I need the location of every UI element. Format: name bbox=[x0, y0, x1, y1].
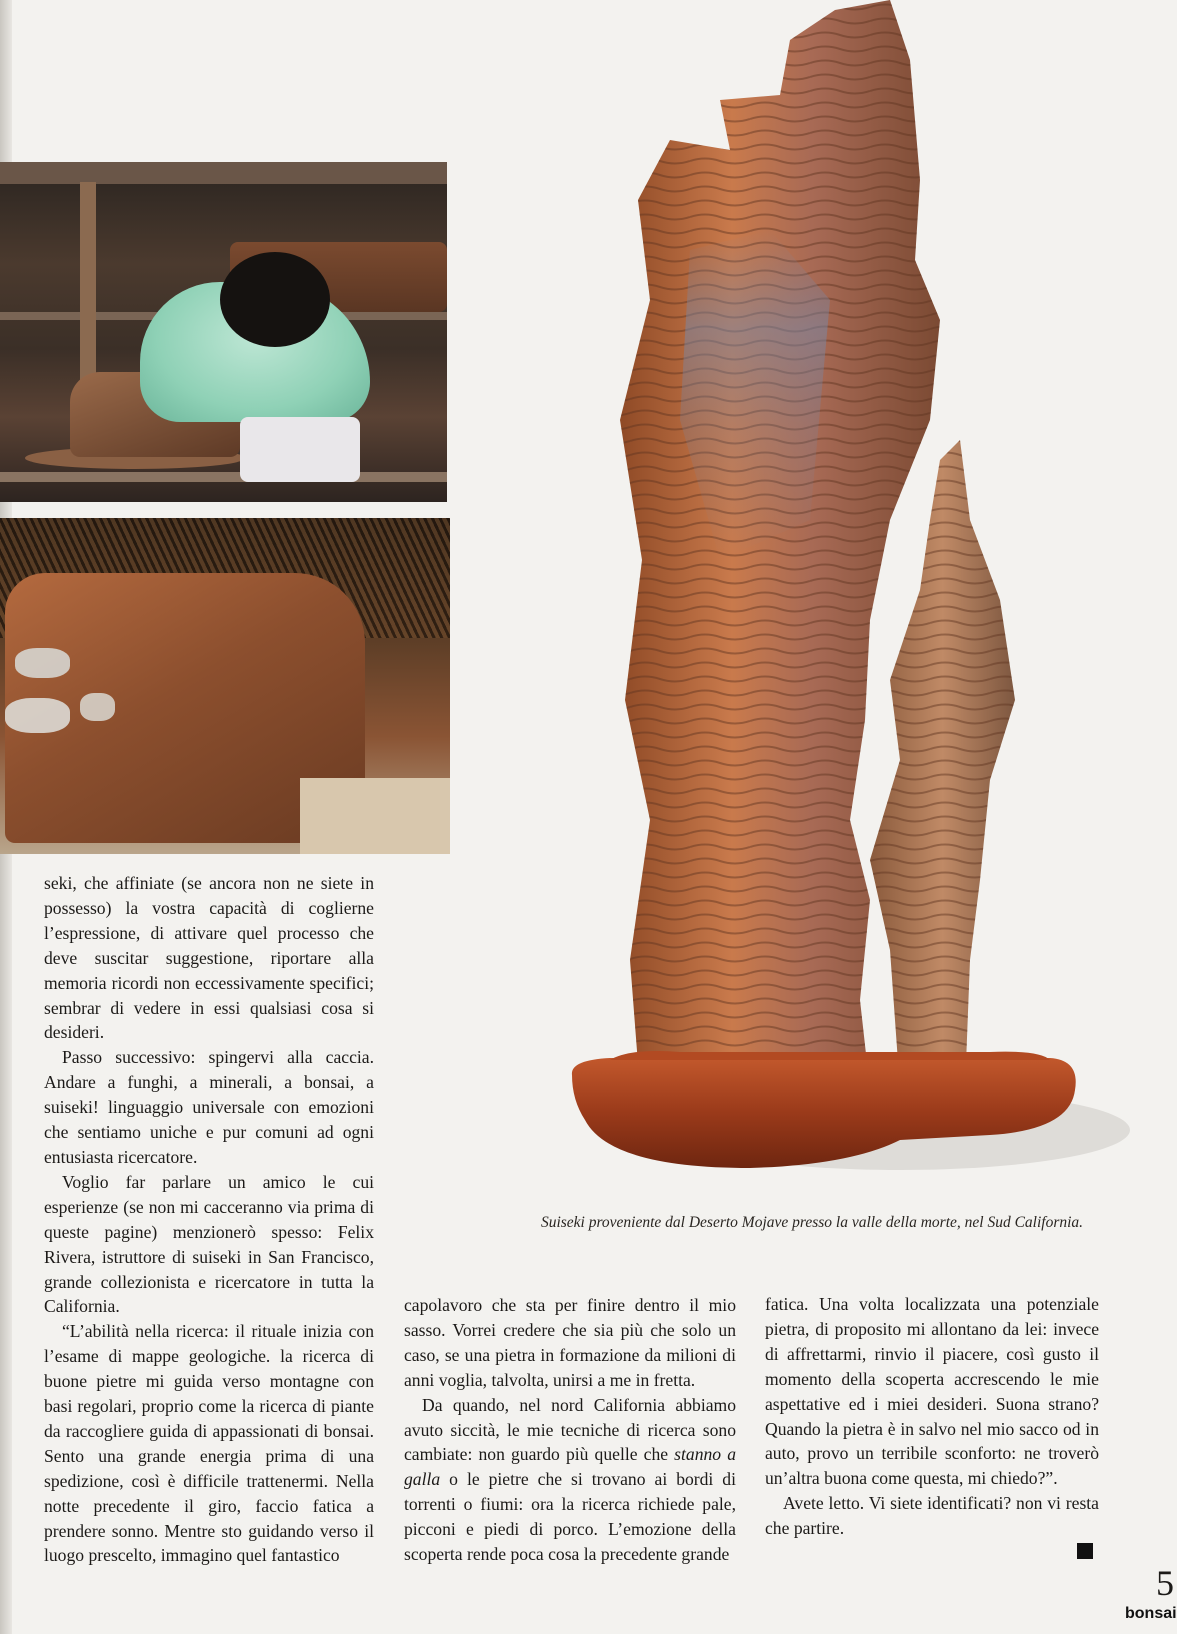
magazine-brand: bonsai bbox=[1125, 1605, 1177, 1622]
paragraph: Passo successivo: spingervi alla caccia. Andare a funghi, a minerali, a bonsai, a suiseki! linguaggio universale con emozioni che sentiamo uniche e pur comuni ad ogni entusiasta ricercatore. bbox=[44, 1047, 374, 1167]
paragraph: seki, che affiniate (se ancora non ne siete in possesso) la vostra capacità di coglierne l’espressione, di attivare quel processo che deve suscitar suggestione, riportare alla memoria ricordi non eccessivamente specifici; sembrar di vedere in essi qualsiasi cosa si desideri. bbox=[44, 873, 374, 1043]
end-of-article-mark bbox=[1077, 1543, 1093, 1559]
page-number: 5 bbox=[1156, 1563, 1174, 1603]
paragraph: “L’abilità nella ricerca: il rituale inizia con l’esame di mappe geologiche. la ricerca di buone pietre mi guida verso montagne con basi regolari, proprio come la ricerca di piante da raccogliere guida di appassionati di bonsai. Sento una grande energia prima di una spedizione, così è difficile trattenermi. Nella notte precedente il giro, faccio fatica a prendere sonno. Mentre sto guidando verso il luogo prescelto, immagino quel fantastico bbox=[44, 1321, 374, 1566]
suiseki-stone-photo bbox=[570, 0, 1090, 1195]
text-column-right bbox=[765, 1292, 1099, 1541]
paragraph: capolavoro che sta per finire dentro il mio sasso. Vorrei credere che sia più che solo un caso, se una pietra in formazione da milioni di anni voglia, talvolta, unirsi a me in fretta. bbox=[404, 1295, 736, 1390]
text-column-left bbox=[44, 871, 374, 1568]
italic-phrase: stanno a galla bbox=[404, 1444, 736, 1490]
paragraph bbox=[404, 1393, 736, 1567]
workshop-photo bbox=[0, 162, 447, 502]
paragraph: Avete letto. Vi siete identificati? non vi resta che partire. bbox=[765, 1493, 1099, 1539]
paragraph: fatica. Una volta localizzata una potenziale pietra, di proposito mi allontano da lei: invece di affrettarmi, rinvio il piacere, così gusto il momento della scoperta accrescendo le mie aspettative ed i miei desideri. Suona strano? Quando la pietra è in salvo nel mio sacco od in auto, provo un terribile sconforto: ne troverò un’altra buona come questa, mi chiedo?”. bbox=[765, 1294, 1099, 1489]
paragraph: Voglio far parlare un amico le cui esperienze (se non mi cacceranno via prima di queste pagine) menzionerò spesso: Felix Rivera, istruttore di suiseki in San Francisco, grande collezionista e ricercatore in tutta la California. bbox=[44, 1171, 374, 1317]
paragraph-text: Da quando, nel nord California abbiamo avuto siccità, le mie tecniche di ricerca sono cambiate: non guardo più quelle che bbox=[404, 1394, 736, 1465]
photo-caption: Suiseki proveniente dal Deserto Mojave presso la valle della morte, nel Sud California. bbox=[540, 1214, 1084, 1231]
text-column-middle bbox=[404, 1293, 736, 1567]
field-boulder-photo bbox=[0, 518, 450, 854]
paragraph-text: o le pietre che si trovano ai bordi di torrenti o fiumi: ora la ricerca richiede pale, picconi e piedi di porco. L’emozione della scoperta rende poca cosa la precedente grande bbox=[404, 1469, 736, 1565]
